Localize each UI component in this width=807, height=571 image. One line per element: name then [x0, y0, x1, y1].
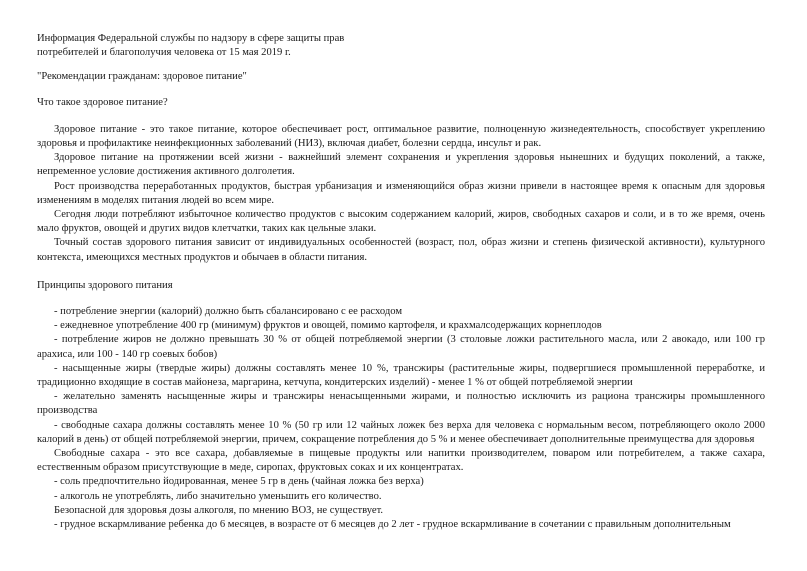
document-body	[37, 32, 765, 532]
list-item: - насыщенные жиры (твердые жиры) должны составлять менее 10 %, трансжиры (растительные жиры, подвергшиеся промышленной переработке, и традиционно входящие в состав майонеза, маргарина, кетчупа, кондитерских изделий) - менее 1 % от общей потребляемой энергии	[37, 362, 765, 389]
paragraph: Сегодня люди потребляют избыточное количество продуктов с высоким содержанием калорий, жиров, свободных сахаров и соли, и в то же время, очень мало фруктов, овощей и других видов клетчатки, таких как цельные злаки.	[37, 209, 765, 235]
list-item: - грудное вскармливание ребенка до 6 месяцев, в возрасте от 6 месяцев до 2 лет - грудное вскармливание в сочетании с правильным дополнительным	[54, 519, 731, 531]
list-item: Свободные сахара - это все сахара, добавляемые в пищевые продукты или напитки производителем, поваром или потребителем, а также сахара, естественным образом присутствующие в меде, сиропах, фруктовых соках и их концентратах.	[37, 448, 765, 474]
intro-paragraphs	[37, 123, 765, 265]
list-item: - потребление энергии (калорий) должно быть сбалансировано с ее расходом	[54, 306, 403, 318]
list-item: - потребление жиров не должно превышать 30 % от общей потребляемой энергии (3 столовые ложки растительного масла, или 2 авокадо, или 100 гр арахиса, или 100 - 140 гр соевых бобов)	[37, 334, 765, 360]
header-line-1: Информация Федеральной службы по надзору в сфере защиты прав	[37, 33, 345, 44]
list-item: Безопасной для здоровья дозы алкоголя, по мнению ВОЗ, не существует.	[54, 504, 384, 516]
list-item: - алкоголь не употреблять, либо значительно уменьшить его количество.	[54, 490, 382, 502]
section-question: Что такое здоровое питание?	[37, 96, 168, 108]
paragraph: Рост производства переработанных продуктов, быстрая урбанизация и изменяющийся образ жизни привели в настоящее время к опасным для здоровья изменениям в моделях питания людей во всем мире.	[37, 180, 765, 206]
document-title: "Рекомендации гражданам: здоровое питание"	[37, 71, 247, 83]
paragraph: Здоровое питание - это такое питание, которое обеспечивает рост, оптимальное развитие, полноценную жизнедеятельность, способствует укреплению здоровья и профилактике неинфекционных заболеваний (НИЗ), включая диабет, болезни сердца, инсульт и рак.	[37, 123, 765, 150]
paragraph: Точный состав здорового питания зависит от индивидуальных особенностей (возраст, пол, образ жизни и степень физической активности), культурного контекста, имеющихся местных продуктов и обычаев в области питания.	[37, 237, 765, 263]
list-item: - желательно заменять насыщенные жиры и трансжиры ненасыщенными жирами, и полностью исключить из рациона трансжиры промышленного производства	[37, 391, 765, 417]
paragraph: Здоровое питание на протяжении всей жизни - важнейший элемент сохранения и укрепления здоровья нынешних и будущих поколений, а также, непременное условие достижения активного долголетия.	[37, 152, 765, 178]
principles-list	[37, 305, 765, 532]
principles-heading: Принципы здорового питания	[37, 279, 173, 291]
document-header	[37, 32, 765, 60]
header-line-2: потребителей и благополучия человека от 15 мая 2019 г.	[37, 47, 291, 59]
list-item: - свободные сахара должны составлять менее 10 % (50 гр или 12 чайных ложек без верха для человека с нормальным весом, потребляющего около 2000 калорий в день) от общей потребляемой энергии, причем, сокращение потребления до 5 % и менее обеспечивает дополнительные преимущества для здоровья	[37, 419, 765, 445]
list-item: - ежедневное употребление 400 гр (минимум) фруктов и овощей, помимо картофеля, и крахмалсодержащих корнеплодов	[54, 320, 602, 332]
list-item: - соль предпочтительно йодированная, менее 5 гр в день (чайная ложка без верха)	[54, 476, 424, 488]
